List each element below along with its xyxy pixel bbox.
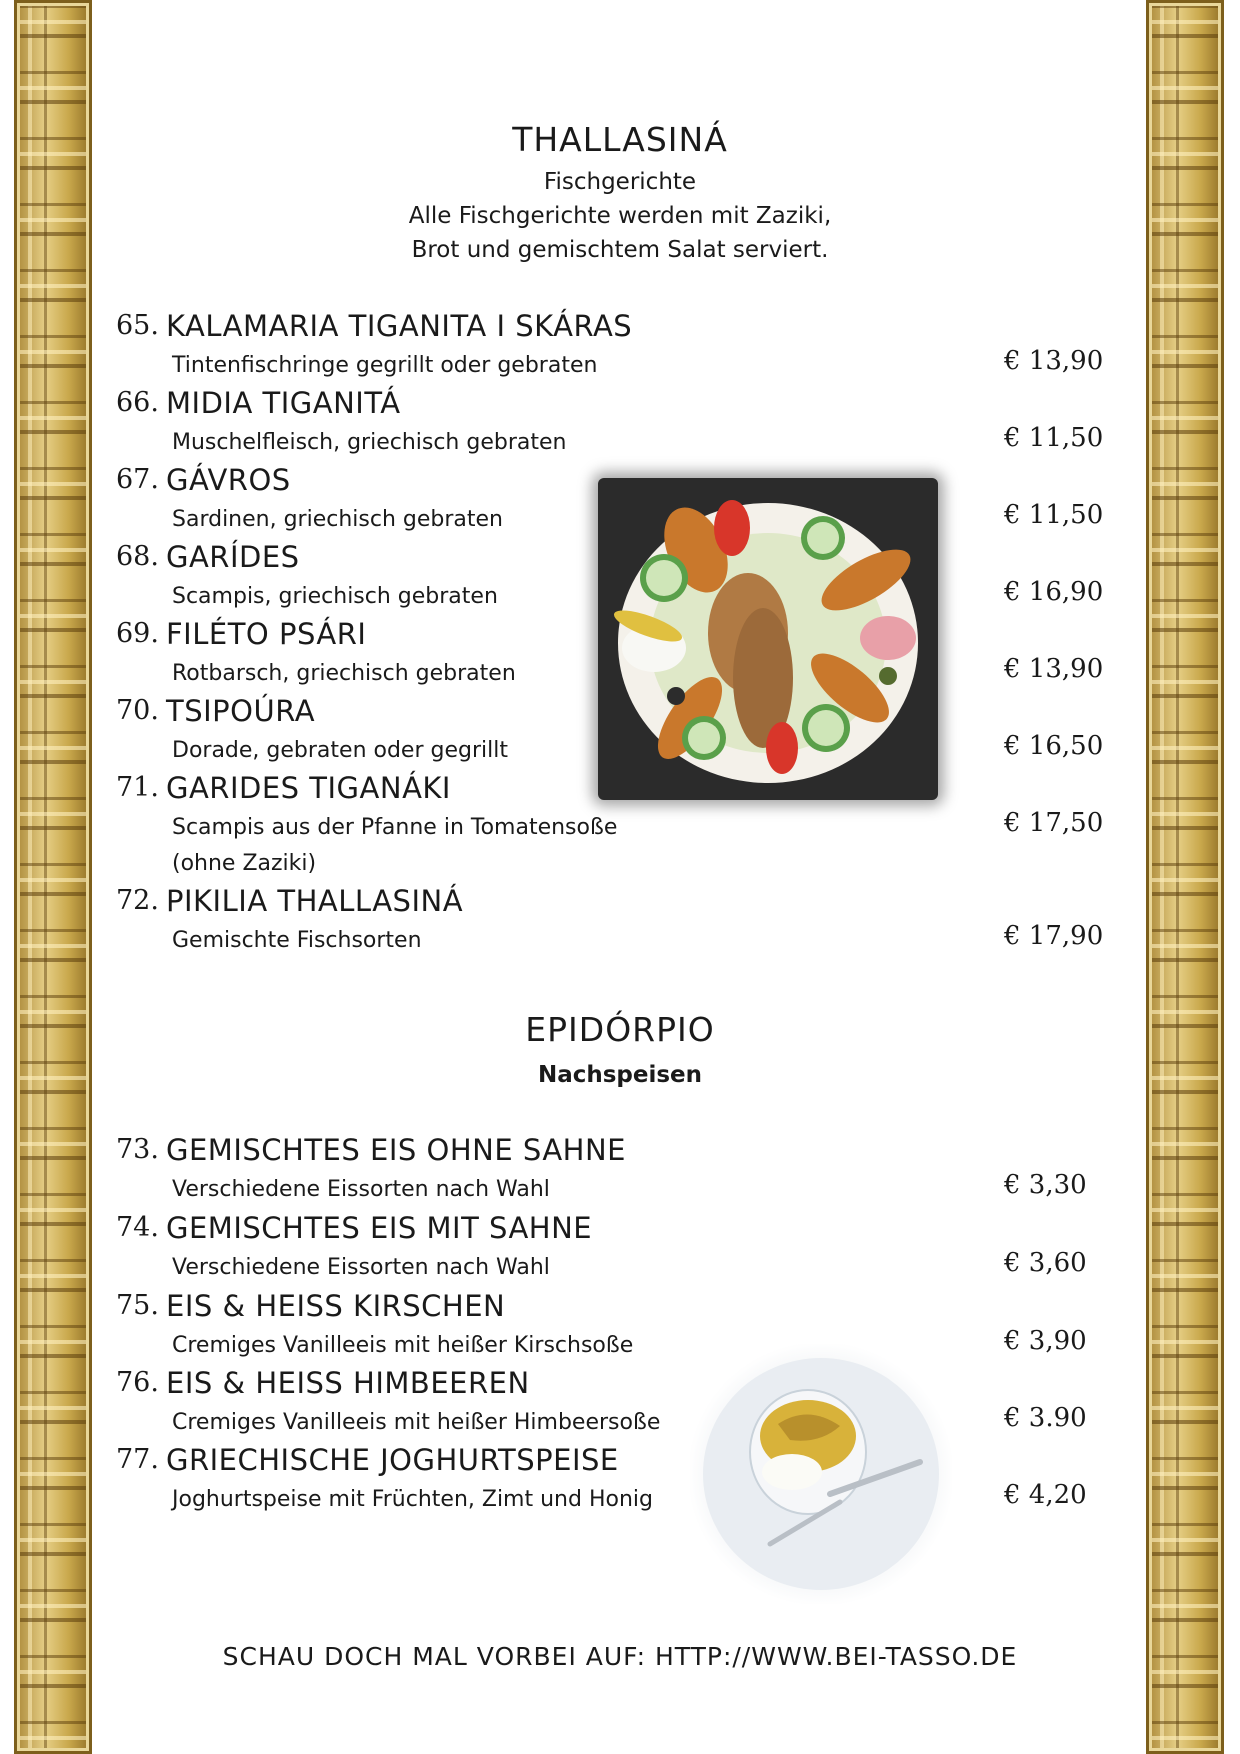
item-description: Muschelfleisch, griechisch gebraten — [172, 430, 567, 455]
item-price: € 13,90 — [1004, 346, 1104, 376]
item-description: Verschiedene Eissorten nach Wahl — [172, 1255, 550, 1280]
item-number: 73. — [116, 1134, 159, 1165]
item-name: FILÉTO PSÁRI — [166, 617, 367, 651]
item-description: Verschiedene Eissorten nach Wahl — [172, 1177, 550, 1202]
item-name: GRIECHISCHE JOGHURTSPEISE — [166, 1443, 619, 1477]
item-number: 71. — [116, 772, 159, 803]
item-name: TSIPOÚRA — [166, 694, 316, 728]
dessert-section-subtitle: Nachspeisen — [537, 1062, 703, 1088]
item-price: € 11,50 — [1004, 423, 1104, 453]
item-name: GARÍDES — [166, 540, 300, 574]
item-description: Scampis aus der Pfanne in Tomatensoße — [172, 815, 618, 840]
item-name: GEMISCHTES EIS OHNE SAHNE — [166, 1133, 626, 1167]
dessert-photo — [690, 1344, 952, 1604]
fish-platter-illustration — [598, 478, 938, 800]
item-description: Gemischte Fischsorten — [172, 928, 422, 953]
item-number: 77. — [116, 1444, 159, 1475]
item-price: € 11,50 — [1004, 500, 1104, 530]
item-price: € 3,90 — [1004, 1326, 1087, 1356]
item-price: € 3,60 — [1004, 1248, 1087, 1278]
item-price: € 4,20 — [1004, 1480, 1087, 1510]
item-number: 75. — [116, 1290, 159, 1321]
item-number: 70. — [116, 695, 159, 726]
item-name: EIS & HEISS KIRSCHEN — [166, 1289, 506, 1323]
fish-platter-photo — [598, 478, 938, 800]
item-number: 66. — [116, 387, 159, 418]
item-number: 67. — [116, 464, 159, 495]
item-description-note: (ohne Zaziki) — [172, 851, 317, 876]
item-number: 74. — [116, 1212, 159, 1243]
dessert-section-title: EPIDÓRPIO — [525, 1010, 715, 1049]
item-description: Sardinen, griechisch gebraten — [172, 507, 503, 532]
item-description: Tintenfischringe gegrillt oder gebraten — [172, 353, 598, 378]
item-description: Dorade, gebraten oder gegrillt — [172, 738, 508, 763]
dessert-illustration — [690, 1344, 952, 1604]
item-price: € 3.90 — [1004, 1403, 1087, 1433]
item-name: GARIDES TIGANÁKI — [166, 771, 451, 805]
item-description: Cremiges Vanilleeis mit heißer Himbeersoße — [172, 1410, 661, 1435]
item-price: € 17,90 — [1004, 921, 1104, 951]
item-name: MIDIA TIGANITÁ — [166, 386, 401, 420]
item-number: 68. — [116, 541, 159, 572]
item-price: € 17,50 — [1004, 808, 1104, 838]
item-name: PIKILIA THALLASINÁ — [166, 884, 464, 918]
footer-website: SCHAU DOCH MAL VORBEI AUF: HTTP://WWW.BEI-TASSO.DE — [222, 1642, 1018, 1671]
item-name: EIS & HEISS HIMBEEREN — [166, 1366, 530, 1400]
item-price: € 16,90 — [1004, 577, 1104, 607]
item-number: 65. — [116, 310, 159, 341]
item-name: GEMISCHTES EIS MIT SAHNE — [166, 1211, 593, 1245]
item-price: € 16,50 — [1004, 731, 1104, 761]
item-price: € 3,30 — [1004, 1170, 1087, 1200]
item-name: KALAMARIA TIGANITA I SKÁRAS — [166, 309, 633, 343]
item-number: 76. — [116, 1367, 159, 1398]
item-price: € 13,90 — [1004, 654, 1104, 684]
item-number: 69. — [116, 618, 159, 649]
item-description: Scampis, griechisch gebraten — [172, 584, 498, 609]
item-description: Rotbarsch, griechisch gebraten — [172, 661, 516, 686]
fish-section-title: THALLASINÁ — [512, 120, 728, 159]
fish-section-note-2: Brot und gemischtem Salat serviert. — [411, 237, 829, 263]
fish-section-note-1: Alle Fischgerichte werden mit Zaziki, — [408, 203, 832, 229]
item-name: GÁVROS — [166, 463, 291, 497]
item-description: Joghurtspeise mit Früchten, Zimt und Honig — [172, 1487, 653, 1512]
item-number: 72. — [116, 885, 159, 916]
item-description: Cremiges Vanilleeis mit heißer Kirschsoße — [172, 1333, 634, 1358]
fish-section-subtitle: Fischgerichte — [543, 169, 697, 195]
